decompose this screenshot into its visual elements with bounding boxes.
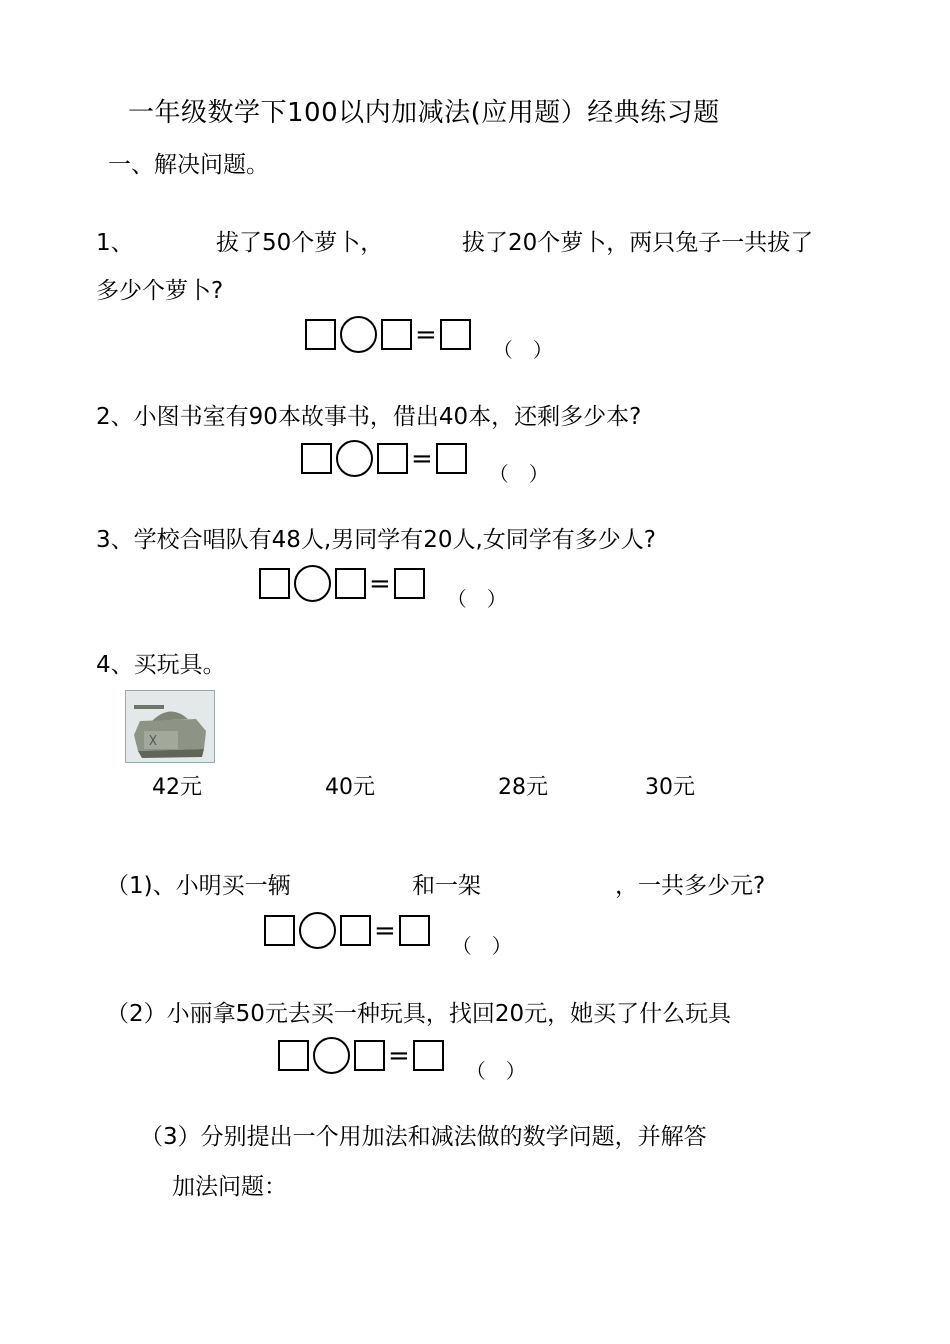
- answer-box[interactable]: [377, 443, 408, 474]
- q4-sub2-text: （2）小丽拿50元去买一种玩具，找回20元，她买了什么玩具: [106, 1001, 732, 1027]
- equals-sign: =: [388, 1040, 410, 1071]
- q3-equation: [259, 565, 507, 611]
- unit-paren: （ ）: [446, 587, 507, 611]
- q4-sub1-text-b: 和一架: [412, 873, 481, 899]
- answer-box[interactable]: [354, 1040, 385, 1071]
- answer-box[interactable]: [381, 319, 412, 350]
- operator-circle[interactable]: [313, 1037, 350, 1074]
- equals-sign: =: [369, 568, 391, 599]
- answer-box[interactable]: [394, 568, 425, 599]
- unit-paren: （ ）: [451, 934, 512, 958]
- unit-paren: （ ）: [492, 338, 553, 362]
- answer-box[interactable]: [340, 915, 371, 946]
- equals-sign: =: [411, 443, 433, 474]
- operator-circle[interactable]: [299, 912, 336, 949]
- toy-tank-image: [125, 690, 215, 763]
- q1-number: 1、: [96, 230, 134, 256]
- q4-sub1-equation: [264, 912, 512, 958]
- page-title: 一年级数学下100以内加减法(应用题）经典练习题: [128, 98, 720, 128]
- q1-equation: [305, 316, 553, 362]
- operator-circle[interactable]: [340, 316, 377, 353]
- answer-box[interactable]: [305, 319, 336, 350]
- answer-box[interactable]: [440, 319, 471, 350]
- answer-box[interactable]: [278, 1040, 309, 1071]
- q3-text: 3、学校合唱队有48人,男同学有20人,女同学有多少人?: [96, 527, 656, 553]
- unit-paren: （ ）: [465, 1059, 526, 1083]
- answer-box[interactable]: [259, 568, 290, 599]
- addition-question-label: 加法问题：: [172, 1174, 287, 1200]
- price-label: 40元: [325, 775, 375, 800]
- q4-sub1-text-a: （1)、小明买一辆: [106, 873, 291, 899]
- operator-circle[interactable]: [294, 565, 331, 602]
- q1-text-a: 拔了50个萝卜，: [216, 230, 384, 256]
- tank-icon: [126, 691, 214, 762]
- answer-box[interactable]: [301, 443, 332, 474]
- answer-box[interactable]: [399, 915, 430, 946]
- q1-text-line2: 多少个萝卜?: [96, 278, 224, 304]
- equals-sign: =: [374, 915, 396, 946]
- price-label: 28元: [498, 775, 548, 800]
- answer-box[interactable]: [436, 443, 467, 474]
- operator-circle[interactable]: [336, 440, 373, 477]
- answer-box[interactable]: [335, 568, 366, 599]
- equals-sign: =: [415, 319, 437, 350]
- q4-sub2-equation: [278, 1037, 526, 1083]
- q4-text: 4、买玩具。: [96, 652, 226, 678]
- q4-sub3-text: （3）分别提出一个用加法和减法做的数学问题，并解答: [140, 1124, 707, 1150]
- section-heading: 一、解决问题。: [108, 152, 269, 178]
- q1-text-b: 拔了20个萝卜，两只兔子一共拔了: [462, 230, 814, 256]
- unit-paren: （ ）: [488, 462, 549, 486]
- answer-box[interactable]: [264, 915, 295, 946]
- price-label: 42元: [152, 775, 202, 800]
- q4-sub1-text-c: ，一共多少元?: [615, 873, 766, 899]
- q2-equation: [301, 440, 549, 486]
- price-label: 30元: [645, 775, 695, 800]
- answer-box[interactable]: [413, 1040, 444, 1071]
- q2-text: 2、小图书室有90本故事书，借出40本，还剩多少本?: [96, 404, 642, 430]
